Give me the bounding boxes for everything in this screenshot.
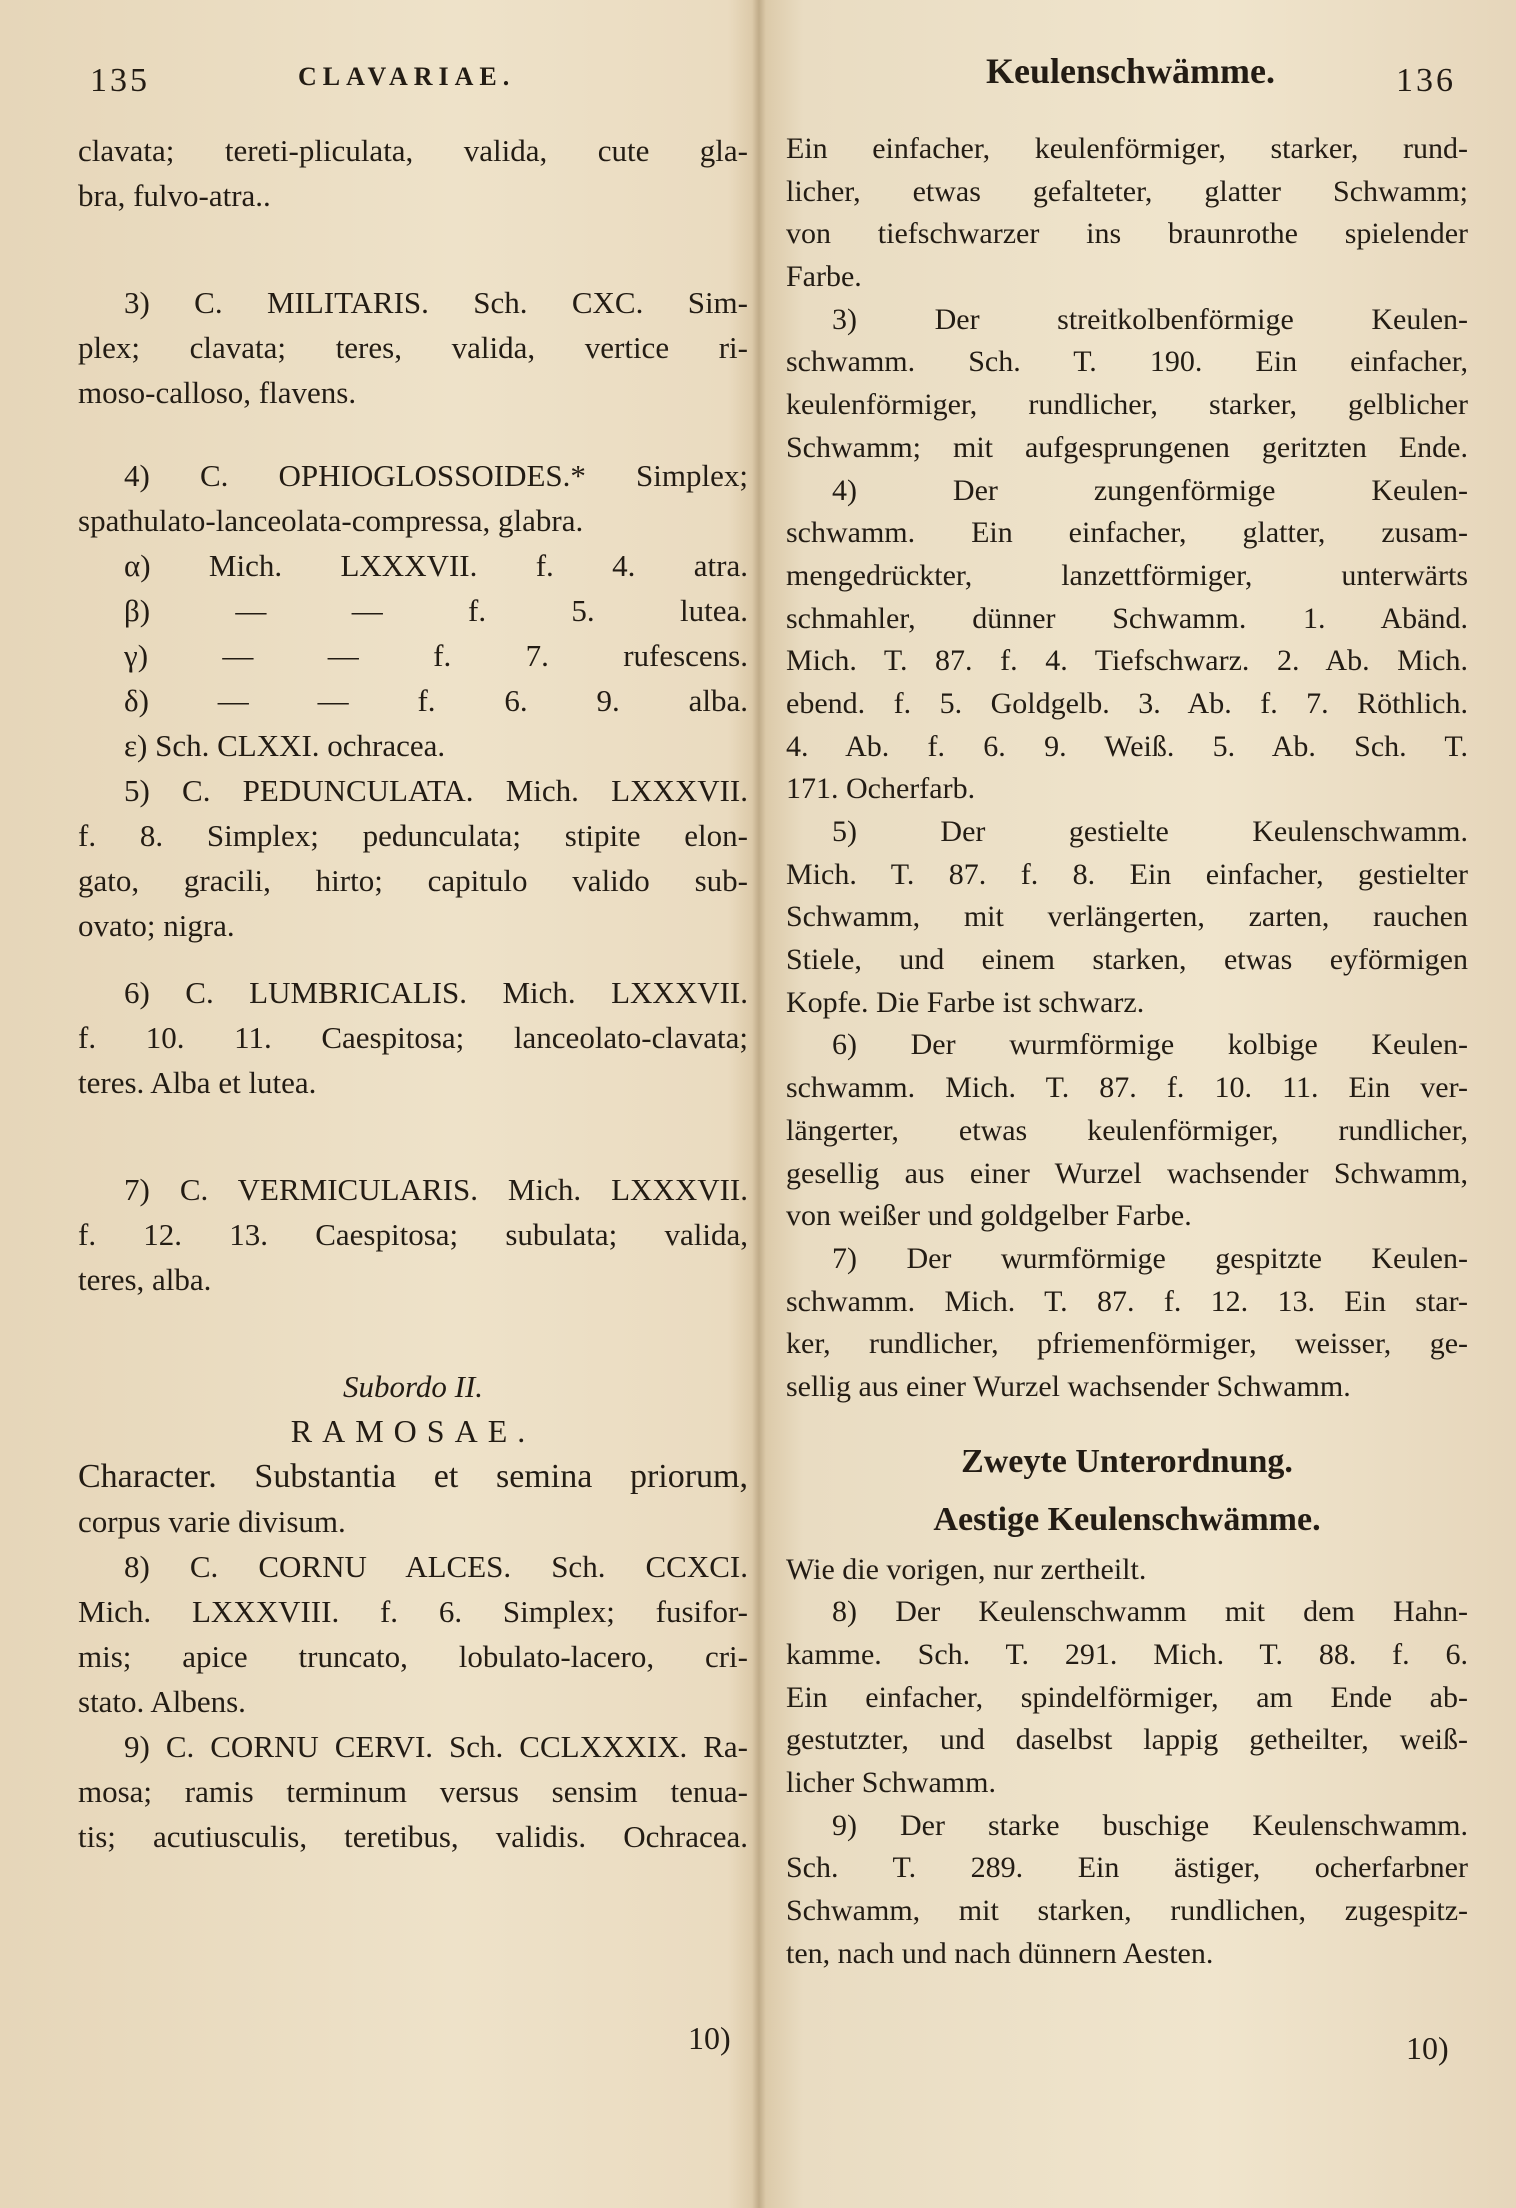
text-line: Mich. T. 87. f. 4. Tiefschwarz. 2. Ab. Mich. xyxy=(786,644,1468,678)
text-line: ε) Sch. CLXXI. ochracea. xyxy=(124,728,446,763)
text-line: 3) Der streitkolbenförmige Keulen- xyxy=(832,302,1468,336)
text-line: 6) C. LUMBRICALIS. Mich. LXXXVII. xyxy=(124,975,748,1010)
text-line: licher Schwamm. xyxy=(786,1766,996,1800)
text-line: schwamm. Mich. T. 87. f. 12. 13. Ein star- xyxy=(786,1284,1468,1318)
left-page xyxy=(78,0,748,2056)
text-line: längerter, etwas keulenförmiger, rundlicher, xyxy=(786,1113,1468,1147)
text-line: schwamm. Mich. T. 87. f. 10. 11. Ein ver- xyxy=(786,1071,1468,1105)
text-line: 8) Der Keulenschwamm mit dem Hahn- xyxy=(832,1595,1468,1629)
text-line: 171. Ocherfarb. xyxy=(786,772,976,806)
left-page-number: 135 xyxy=(90,62,150,99)
subordo-heading: Subordo II. xyxy=(342,1369,484,1404)
text-line: 9) Der starke buschige Keulenschwamm. xyxy=(832,1808,1468,1842)
text-line: δ) — — f. 6. 9. alba. xyxy=(124,683,748,718)
text-line: γ) — — f. 7. rufescens. xyxy=(124,638,748,673)
text-line: ten, nach und nach dünnern Aesten. xyxy=(786,1936,1214,1970)
text-line: moso-calloso, flavens. xyxy=(78,375,357,410)
text-line: Mich. T. 87. f. 8. Ein einfacher, gestielter xyxy=(786,857,1468,891)
text-line: sellig aus einer Wurzel wachsender Schwamm. xyxy=(786,1369,1351,1403)
text-line: corpus varie divisum. xyxy=(78,1504,346,1539)
text-line: Wie die vorigen, nur zertheilt. xyxy=(786,1552,1147,1586)
left-page-header xyxy=(78,0,748,110)
text-line: bra, fulvo-atra.. xyxy=(78,178,271,213)
text-line: plex; clavata; teres, valida, vertice ri- xyxy=(78,330,748,365)
text-line: 5) C. PEDUNCULATA. Mich. LXXXVII. xyxy=(124,773,748,808)
text-line: 7) C. VERMICULARIS. Mich. LXXXVII. xyxy=(124,1172,748,1207)
ramosae-heading: RAMOSAE. xyxy=(290,1413,536,1449)
text-line: Mich. LXXXVIII. f. 6. Simplex; fusifor- xyxy=(78,1594,748,1629)
text-line: mosa; ramis terminum versus sensim tenua- xyxy=(78,1774,748,1809)
text-line: mengedrückter, lanzettförmiger, unterwärts xyxy=(786,558,1468,592)
text-line: tis; acutiusculis, teretibus, validis. Ochracea. xyxy=(78,1819,748,1854)
text-line: Character. Substantia et semina priorum, xyxy=(78,1458,748,1495)
left-catchword: 10) xyxy=(688,2020,731,2056)
text-line: f. 10. 11. Caespitosa; lanceolato-clavata; xyxy=(78,1020,748,1055)
text-line: 6) Der wurmförmige kolbige Keulen- xyxy=(832,1028,1468,1062)
text-line: teres. Alba et lutea. xyxy=(78,1065,317,1100)
text-line: Farbe. xyxy=(786,260,862,294)
text-line: Schwamm, mit verlängerten, zarten, rauchen xyxy=(786,900,1468,934)
text-line: β) — — f. 5. lutea. xyxy=(124,593,748,628)
right-page xyxy=(786,0,1468,2066)
text-line: mis; apice truncato, lobulato-lacero, cri- xyxy=(78,1639,748,1674)
text-line: ovato; nigra. xyxy=(78,908,235,943)
text-line: ker, rundlicher, pfriemenförmiger, weisser, ge- xyxy=(786,1327,1468,1361)
right-page-number: 136 xyxy=(1396,62,1456,99)
text-line: Schwamm; mit aufgesprungenen geritzten Ende. xyxy=(786,430,1468,464)
text-line: f. 12. 13. Caespitosa; subulata; valida, xyxy=(78,1217,748,1252)
text-line: ebend. f. 5. Goldgelb. 3. Ab. f. 7. Röthlich. xyxy=(786,686,1468,720)
left-running-head: CLAVARIAE. xyxy=(298,62,516,91)
right-page-text xyxy=(786,128,1468,1976)
text-line: α) Mich. LXXXVII. f. 4. atra. xyxy=(124,548,748,583)
unterordnung-heading: Zweyte Unterordnung. xyxy=(961,1442,1293,1480)
text-line: Ein einfacher, keulenförmiger, starker, rund- xyxy=(786,132,1468,165)
text-line: 8) C. CORNU ALCES. Sch. CCXCI. xyxy=(124,1549,748,1584)
text-line: clavata; tereti-pliculata, valida, cute gla- xyxy=(78,133,748,168)
text-line: kamme. Sch. T. 291. Mich. T. 88. f. 6. xyxy=(786,1638,1468,1671)
text-line: von tiefschwarzer ins braunrothe spielender xyxy=(786,217,1468,251)
text-line: schmahler, dünner Schwamm. 1. Abänd. xyxy=(786,601,1468,635)
text-line: 5) Der gestielte Keulenschwamm. xyxy=(832,815,1468,848)
text-line: 3) C. MILITARIS. Sch. CXC. Sim- xyxy=(124,285,748,320)
text-line: schwamm. Ein einfacher, glatter, zusam- xyxy=(786,516,1468,550)
text-line: 4) C. OPHIOGLOSSOIDES.* Simplex; xyxy=(124,458,748,493)
text-line: gato, gracili, hirto; capitulo valido sub- xyxy=(78,863,748,898)
text-line: stato. Albens. xyxy=(78,1684,246,1719)
text-line: schwamm. Sch. T. 190. Ein einfacher, xyxy=(786,345,1468,379)
text-line: Stiele, und einem starken, etwas eyförmigen xyxy=(786,943,1468,977)
text-line: 4) Der zungenförmige Keulen- xyxy=(832,473,1468,507)
text-line: 9) C. CORNU CERVI. Sch. CCLXXXIX. Ra- xyxy=(124,1729,748,1764)
text-line: Sch. T. 289. Ein ästiger, ocherfarbner xyxy=(786,1851,1468,1885)
text-line: teres, alba. xyxy=(78,1262,212,1297)
text-line: 7) Der wurmförmige gespitzte Keulen- xyxy=(832,1241,1468,1275)
text-line: 4. Ab. f. 6. 9. Weiß. 5. Ab. Sch. T. xyxy=(786,729,1468,763)
text-line: Ein einfacher, spindelförmiger, am Ende ab- xyxy=(786,1680,1468,1714)
text-line: spathulato-lanceolata-compressa, glabra. xyxy=(78,503,584,538)
book-gutter xyxy=(752,0,766,2208)
text-line: von weißer und goldgelber Farbe. xyxy=(786,1199,1192,1233)
right-running-head: Keulenschwämme. xyxy=(986,51,1275,91)
text-line: Kopfe. Die Farbe ist schwarz. xyxy=(786,985,1145,1019)
aestige-heading: Aestige Keulenschwämme. xyxy=(933,1500,1321,1538)
right-page-header xyxy=(786,0,1468,110)
text-line: gesellig aus einer Wurzel wachsender Schwamm, xyxy=(786,1156,1468,1190)
right-catchword: 10) xyxy=(1406,2030,1449,2066)
text-line: Schwamm, mit starken, rundlichen, zugespitz- xyxy=(786,1894,1468,1928)
left-page-text xyxy=(78,128,748,1859)
text-line: keulenförmiger, rundlicher, starker, gelblicher xyxy=(786,388,1468,422)
text-line: gestutzter, und daselbst lappig getheilter, weiß- xyxy=(786,1723,1468,1757)
text-line: f. 8. Simplex; pedunculata; stipite elon- xyxy=(78,818,748,853)
text-line: licher, etwas gefalteter, glatter Schwamm; xyxy=(786,174,1468,208)
